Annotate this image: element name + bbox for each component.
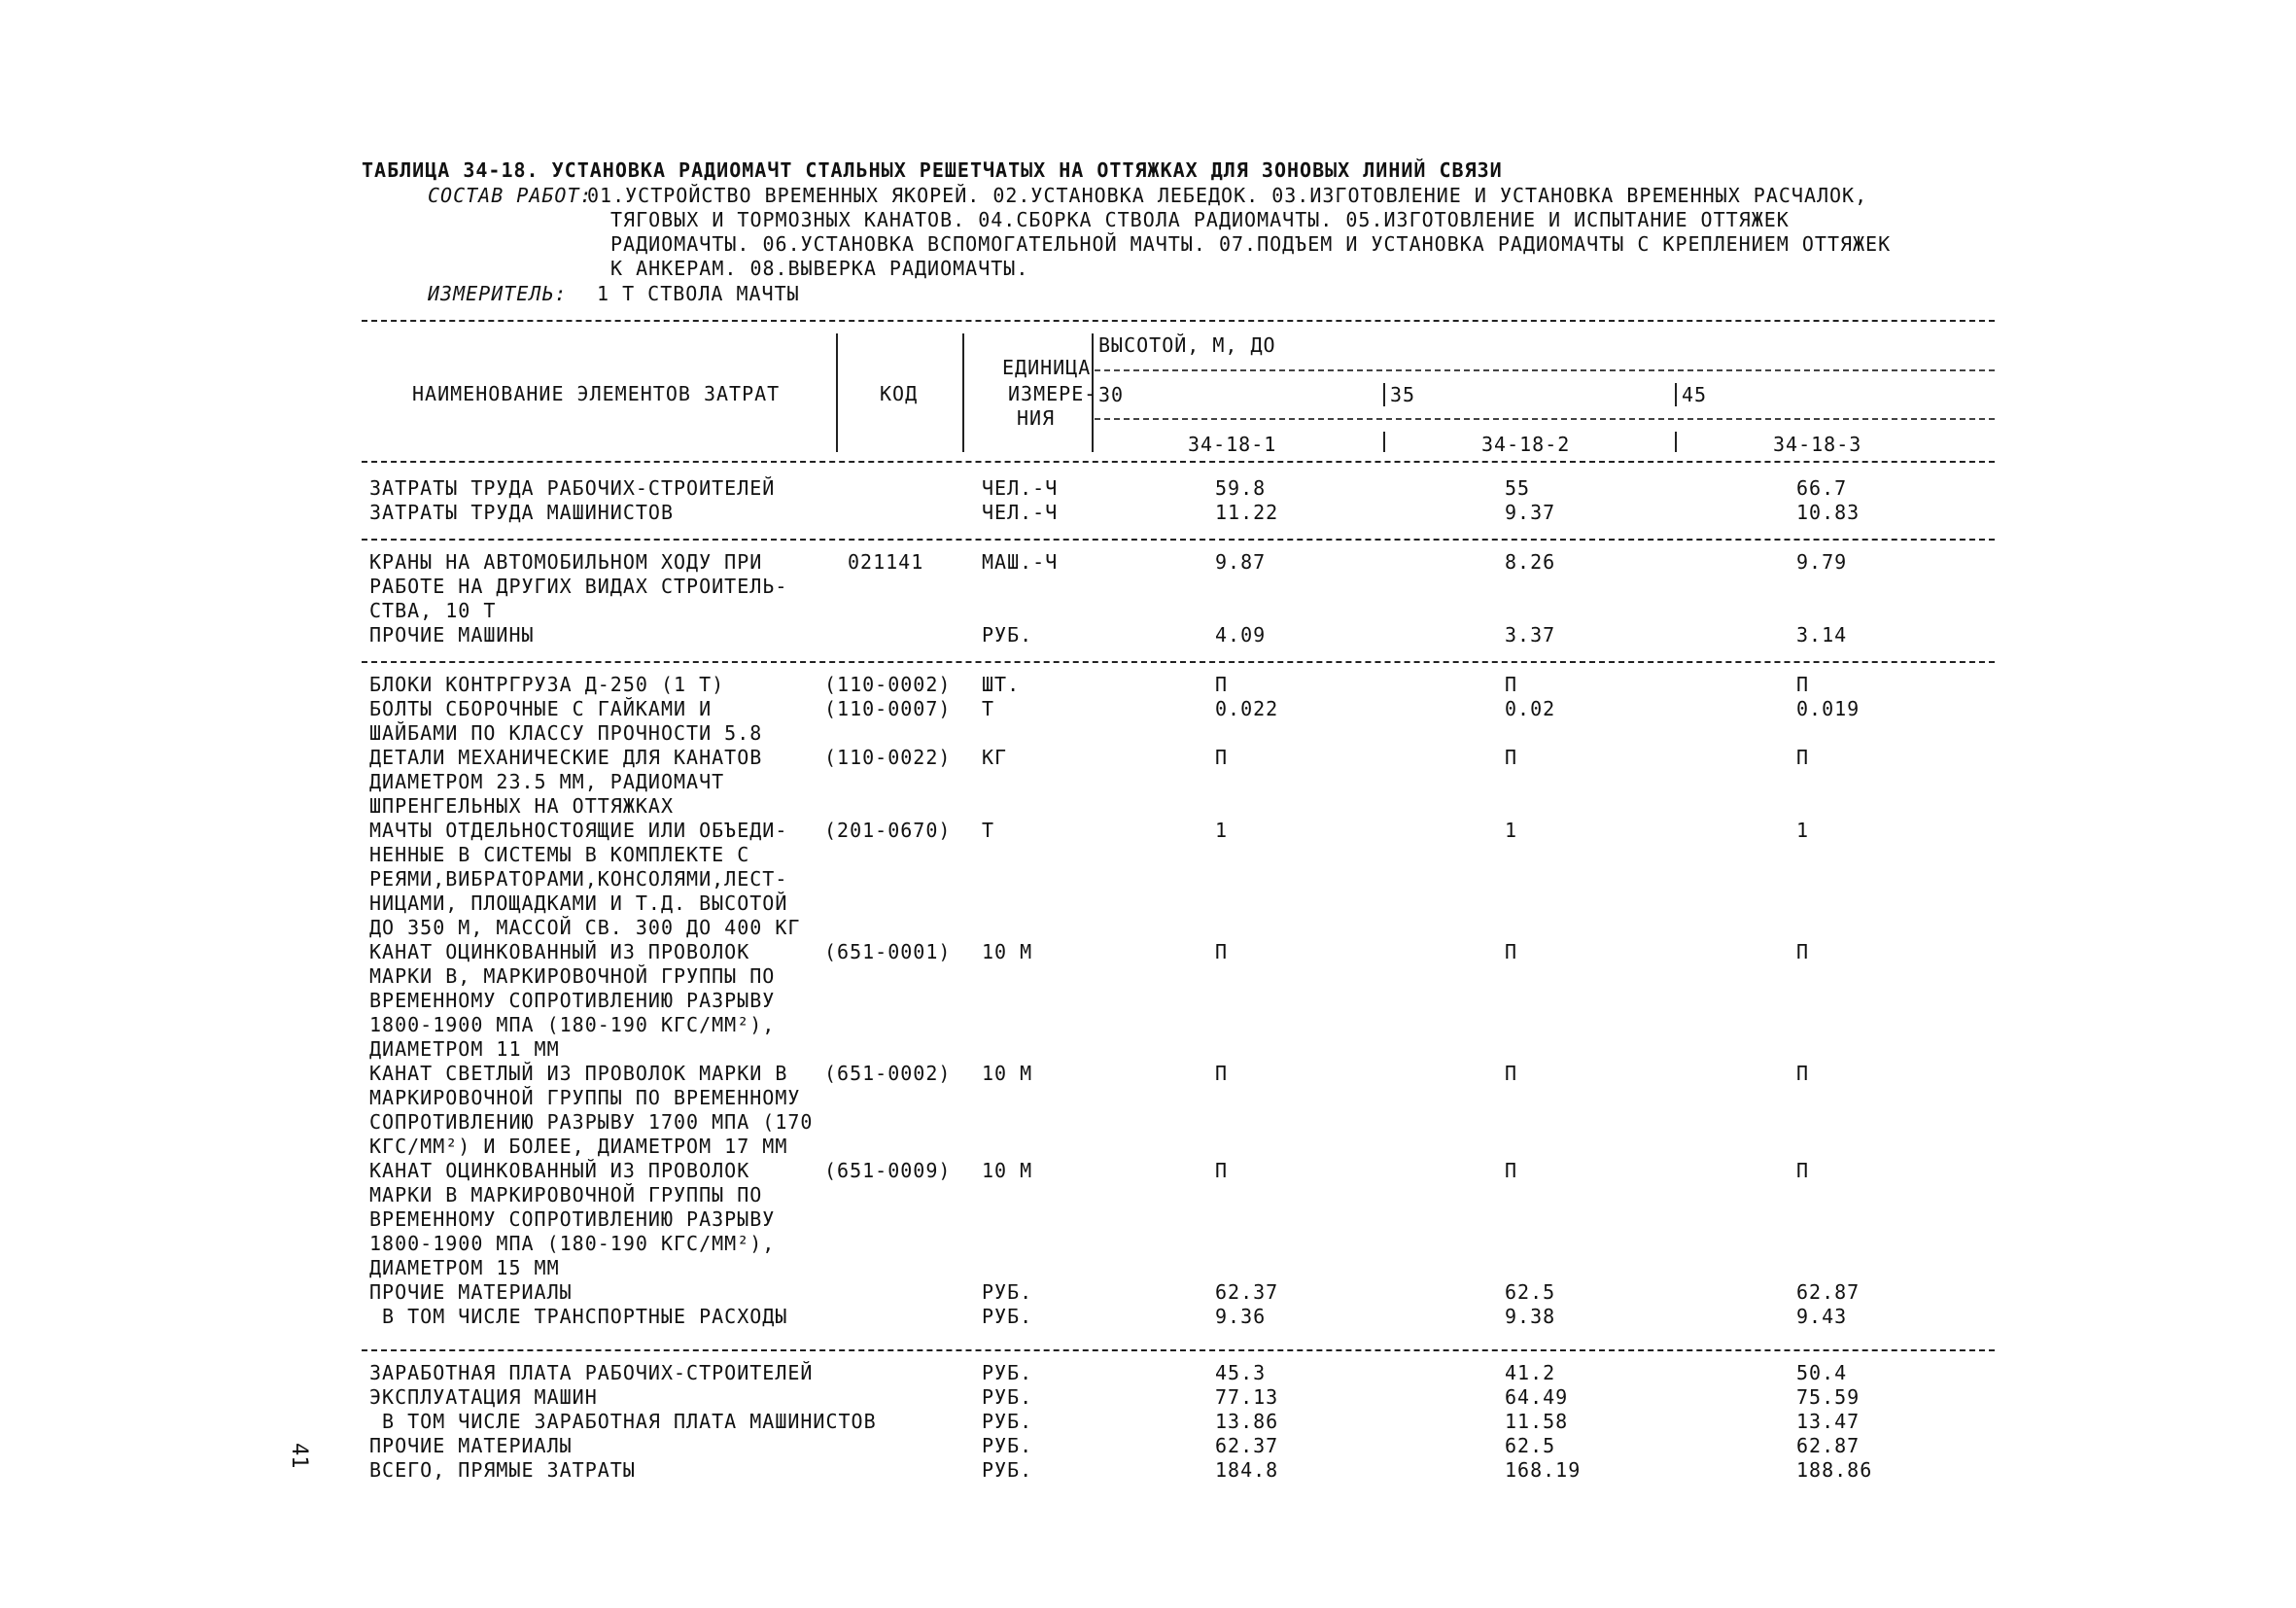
col-sep-h3 — [1675, 383, 1677, 406]
col-sep-code — [962, 333, 964, 452]
row-value-3: 62.87 — [1796, 1280, 1861, 1304]
code-34-18-3: 34-18-3 — [1773, 433, 1862, 456]
row-value-3: 66.7 — [1796, 476, 1848, 500]
row-value-1: 0.022 — [1215, 697, 1279, 720]
row-unit: ЧЕЛ.-Ч — [982, 476, 1059, 500]
row-name-line: ДИАМЕТРОМ 11 ММ — [369, 1037, 560, 1061]
row-value-3: 75.59 — [1796, 1385, 1861, 1409]
row-name-line: ВРЕМЕННОМУ СОПРОТИВЛЕНИЮ РАЗРЫВУ — [369, 989, 776, 1012]
row-value-1: 9.36 — [1215, 1305, 1267, 1328]
row-unit: Т — [982, 697, 995, 720]
row-value-3: 62.87 — [1796, 1434, 1861, 1457]
row-value-3: 10.83 — [1796, 501, 1861, 524]
row-value-3: 3.14 — [1796, 623, 1848, 647]
row-unit: КГ — [982, 746, 1008, 769]
row-value-3: П — [1796, 746, 1810, 769]
row-unit: РУБ. — [982, 1410, 1033, 1433]
row-unit: 10 М — [982, 1062, 1033, 1085]
row-code: (110-0002) — [824, 673, 952, 696]
row-value-2: 62.5 — [1505, 1434, 1556, 1457]
table-title: ТАБЛИЦА 34-18. УСТАНОВКА РАДИОМАЧТ СТАЛЬНЫХ РЕШЕТЧАТЫХ НА ОТТЯЖКАХ ДЛЯ ЗОНОВЫХ ЛИНИЙ СВЯЗИ — [362, 158, 1503, 182]
row-name-line: НИЦАМИ, ПЛОЩАДКАМИ И Т.Д. ВЫСОТОЙ — [369, 891, 788, 915]
row-value-3: 0.019 — [1796, 697, 1861, 720]
group-separator — [362, 661, 1995, 663]
sostav-line-2: ТЯГОВЫХ И ТОРМОЗНЫХ КАНАТОВ. 04.СБОРКА СТВОЛА РАДИОМАЧТЫ. 05.ИЗГОТОВЛЕНИЕ И ИСПЫТАНИЕ ОТТЯЖЕК — [610, 208, 1790, 231]
row-name-line: ЗАРАБОТНАЯ ПЛАТА РАБОЧИХ-СТРОИТЕЛЕЙ — [369, 1361, 814, 1384]
col-unit-line-3: НИЯ — [1017, 406, 1056, 430]
row-name-line: 1800-1900 МПА (180-190 КГС/ММ²), — [369, 1232, 776, 1255]
row-name-line: ЭКСПЛУАТАЦИЯ МАШИН — [369, 1385, 598, 1409]
row-unit: РУБ. — [982, 1434, 1033, 1457]
row-value-2: 9.37 — [1505, 501, 1556, 524]
row-value-2: П — [1505, 746, 1518, 769]
row-name-line: ЗАТРАТЫ ТРУДА РАБОЧИХ-СТРОИТЕЛЕЙ — [369, 476, 776, 500]
row-name-line: БОЛТЫ СБОРОЧНЫЕ С ГАЙКАМИ И — [369, 697, 713, 720]
row-value-1: 77.13 — [1215, 1385, 1279, 1409]
row-name-line: ПРОЧИЕ МАШИНЫ — [369, 623, 535, 647]
row-unit: РУБ. — [982, 1280, 1033, 1304]
row-value-1: П — [1215, 1159, 1229, 1182]
col-sep-c2 — [1383, 432, 1385, 452]
code-rule — [1095, 418, 1995, 420]
row-value-1: 59.8 — [1215, 476, 1267, 500]
row-name-line: ПРОЧИЕ МАТЕРИАЛЫ — [369, 1434, 573, 1457]
height-35: 35 — [1390, 383, 1416, 406]
row-value-1: 4.09 — [1215, 623, 1267, 647]
row-value-3: 188.86 — [1796, 1458, 1873, 1482]
row-unit: ШТ. — [982, 673, 1021, 696]
row-value-1: 184.8 — [1215, 1458, 1279, 1482]
row-value-1: П — [1215, 673, 1229, 696]
col-sep-name — [836, 333, 838, 452]
row-name-line: ДИАМЕТРОМ 15 ММ — [369, 1256, 560, 1279]
row-value-2: 168.19 — [1505, 1458, 1582, 1482]
row-name-line: СТВА, 10 Т — [369, 599, 497, 622]
row-value-2: 9.38 — [1505, 1305, 1556, 1328]
row-code: (651-0002) — [824, 1062, 952, 1085]
row-unit: РУБ. — [982, 1385, 1033, 1409]
row-name-line: ДИАМЕТРОМ 23.5 ММ, РАДИОМАЧТ — [369, 770, 725, 793]
code-34-18-1: 34-18-1 — [1188, 433, 1277, 456]
row-value-3: 9.43 — [1796, 1305, 1848, 1328]
row-value-2: 41.2 — [1505, 1361, 1556, 1384]
row-value-2: П — [1505, 940, 1518, 963]
row-value-1: П — [1215, 1062, 1229, 1085]
row-value-1: П — [1215, 940, 1229, 963]
sostav-line-1: 01.УСТРОЙСТВО ВРЕМЕННЫХ ЯКОРЕЙ. 02.УСТАНОВКА ЛЕБЕДОК. 03.ИЗГОТОВЛЕНИЕ И УСТАНОВКА ВРЕМЕННЫХ РАСЧАЛОК, — [587, 184, 1868, 207]
izmeritel-value: 1 Т СТВОЛА МАЧТЫ — [597, 282, 800, 305]
row-value-1: 9.87 — [1215, 550, 1267, 574]
sostav-line-4: К АНКЕРАМ. 08.ВЫВЕРКА РАДИОМАЧТЫ. — [610, 257, 1029, 280]
row-name-line: РЕЯМИ,ВИБРАТОРАМИ,КОНСОЛЯМИ,ЛЕСТ- — [369, 867, 788, 891]
row-name-line: СОПРОТИВЛЕНИЮ РАЗРЫВУ 1700 МПА (170 — [369, 1110, 814, 1134]
row-code: (110-0022) — [824, 746, 952, 769]
row-name-line: МАЧТЫ ОТДЕЛЬНОСТОЯЩИЕ ИЛИ ОБЪЕДИ- — [369, 819, 788, 842]
row-value-2: 64.49 — [1505, 1385, 1569, 1409]
row-name-line: МАРКИРОВОЧНОЙ ГРУППЫ ПО ВРЕМЕННОМУ — [369, 1086, 801, 1109]
group-separator — [362, 1349, 1995, 1351]
table-top-rule — [362, 320, 1995, 322]
height-header: ВЫСОТОЙ, М, ДО — [1098, 333, 1276, 357]
row-name-line: РАБОТЕ НА ДРУГИХ ВИДАХ СТРОИТЕЛЬ- — [369, 575, 788, 598]
row-name-line: МАРКИ В МАРКИРОВОЧНОЙ ГРУППЫ ПО — [369, 1183, 763, 1206]
row-name-line: КАНАТ СВЕТЛЫЙ ИЗ ПРОВОЛОК МАРКИ В — [369, 1062, 788, 1085]
row-value-2: 3.37 — [1505, 623, 1556, 647]
row-value-1: 11.22 — [1215, 501, 1279, 524]
height-45: 45 — [1682, 383, 1708, 406]
row-value-2: 11.58 — [1505, 1410, 1569, 1433]
row-name-line: КГС/ММ²) И БОЛЕЕ, ДИАМЕТРОМ 17 ММ — [369, 1135, 788, 1158]
row-unit: МАШ.-Ч — [982, 550, 1059, 574]
group-separator — [362, 539, 1995, 541]
row-value-2: 0.02 — [1505, 697, 1556, 720]
row-code: (651-0001) — [824, 940, 952, 963]
row-value-3: 50.4 — [1796, 1361, 1848, 1384]
row-value-2: 62.5 — [1505, 1280, 1556, 1304]
row-name-line: ШПРЕНГЕЛЬНЫХ НА ОТТЯЖКАХ — [369, 794, 674, 818]
row-value-3: 13.47 — [1796, 1410, 1861, 1433]
row-unit: ЧЕЛ.-Ч — [982, 501, 1059, 524]
row-unit: 10 М — [982, 940, 1033, 963]
row-unit: РУБ. — [982, 1361, 1033, 1384]
col-unit-line-2: ИЗМЕРЕ- — [1008, 382, 1097, 405]
row-value-2: П — [1505, 1062, 1518, 1085]
row-name-line: В ТОМ ЧИСЛЕ ТРАНСПОРТНЫЕ РАСХОДЫ — [369, 1305, 788, 1328]
row-value-3: П — [1796, 940, 1810, 963]
row-value-1: 62.37 — [1215, 1434, 1279, 1457]
row-value-2: 55 — [1505, 476, 1531, 500]
row-value-3: 9.79 — [1796, 550, 1848, 574]
row-name-line: КАНАТ ОЦИНКОВАННЫЙ ИЗ ПРОВОЛОК — [369, 1159, 750, 1182]
row-name-line: ДО 350 М, МАССОЙ СВ. 300 ДО 400 КГ — [369, 916, 801, 939]
height-30: 30 — [1098, 383, 1125, 406]
row-code: (110-0007) — [824, 697, 952, 720]
row-name-line: ДЕТАЛИ МЕХАНИЧЕСКИЕ ДЛЯ КАНАТОВ — [369, 746, 763, 769]
row-name-line: 1800-1900 МПА (180-190 КГС/ММ²), — [369, 1013, 776, 1036]
header-bottom-rule — [362, 461, 1995, 463]
col-code-header: КОД — [880, 382, 919, 405]
row-value-1: 1 — [1215, 819, 1229, 842]
page-number: 41 — [287, 1443, 311, 1469]
row-name-line: ВСЕГО, ПРЯМЫЕ ЗАТРАТЫ — [369, 1458, 636, 1482]
row-value-2: П — [1505, 1159, 1518, 1182]
izmeritel-label: ИЗМЕРИТЕЛЬ: — [428, 282, 568, 305]
row-unit: РУБ. — [982, 1305, 1033, 1328]
row-name-line: МАРКИ В, МАРКИРОВОЧНОЙ ГРУППЫ ПО — [369, 964, 776, 988]
code-34-18-2: 34-18-2 — [1481, 433, 1571, 456]
row-name-line: В ТОМ ЧИСЛЕ ЗАРАБОТНАЯ ПЛАТА МАШИНИСТОВ — [369, 1410, 877, 1433]
row-value-3: П — [1796, 1159, 1810, 1182]
row-name-line: БЛОКИ КОНТРГРУЗА Д-250 (1 Т) — [369, 673, 725, 696]
col-sep-c3 — [1675, 432, 1677, 452]
row-value-3: 1 — [1796, 819, 1810, 842]
row-unit: РУБ. — [982, 623, 1033, 647]
row-value-1: П — [1215, 746, 1229, 769]
col-unit-line-1: ЕДИНИЦА — [1002, 356, 1092, 379]
row-value-1: 13.86 — [1215, 1410, 1279, 1433]
row-unit: Т — [982, 819, 995, 842]
row-value-2: П — [1505, 673, 1518, 696]
sostav-label: СОСТАВ РАБОТ: — [428, 184, 593, 207]
row-value-2: 8.26 — [1505, 550, 1556, 574]
row-value-2: 1 — [1505, 819, 1518, 842]
row-name-line: ПРОЧИЕ МАТЕРИАЛЫ — [369, 1280, 573, 1304]
row-value-3: П — [1796, 673, 1810, 696]
row-code: (651-0009) — [824, 1159, 952, 1182]
col-name-header: НАИМЕНОВАНИЕ ЭЛЕМЕНТОВ ЗАТРАТ — [412, 382, 781, 405]
row-name-line: НЕННЫЕ В СИСТЕМЫ В КОМПЛЕКТЕ С — [369, 843, 750, 866]
sostav-line-3: РАДИОМАЧТЫ. 06.УСТАНОВКА ВСПОМОГАТЕЛЬНОЙ МАЧТЫ. 07.ПОДЪЕМ И УСТАНОВКА РАДИОМАЧТЫ С КРЕПЛЕНИЕМ ОТТЯЖЕК — [610, 232, 1892, 256]
row-name-line: ШАЙБАМИ ПО КЛАССУ ПРОЧНОСТИ 5.8 — [369, 721, 763, 745]
row-value-1: 45.3 — [1215, 1361, 1267, 1384]
height-rule — [1095, 369, 1995, 371]
row-value-3: П — [1796, 1062, 1810, 1085]
row-unit: РУБ. — [982, 1458, 1033, 1482]
row-name-line: ЗАТРАТЫ ТРУДА МАШИНИСТОВ — [369, 501, 674, 524]
row-code: (201-0670) — [824, 819, 952, 842]
row-code: 021141 — [848, 550, 924, 574]
row-name-line: КАНАТ ОЦИНКОВАННЫЙ ИЗ ПРОВОЛОК — [369, 940, 750, 963]
row-name-line: КРАНЫ НА АВТОМОБИЛЬНОМ ХОДУ ПРИ — [369, 550, 763, 574]
col-sep-h2 — [1383, 383, 1385, 406]
row-unit: 10 М — [982, 1159, 1033, 1182]
row-value-1: 62.37 — [1215, 1280, 1279, 1304]
row-name-line: ВРЕМЕННОМУ СОПРОТИВЛЕНИЮ РАЗРЫВУ — [369, 1207, 776, 1231]
